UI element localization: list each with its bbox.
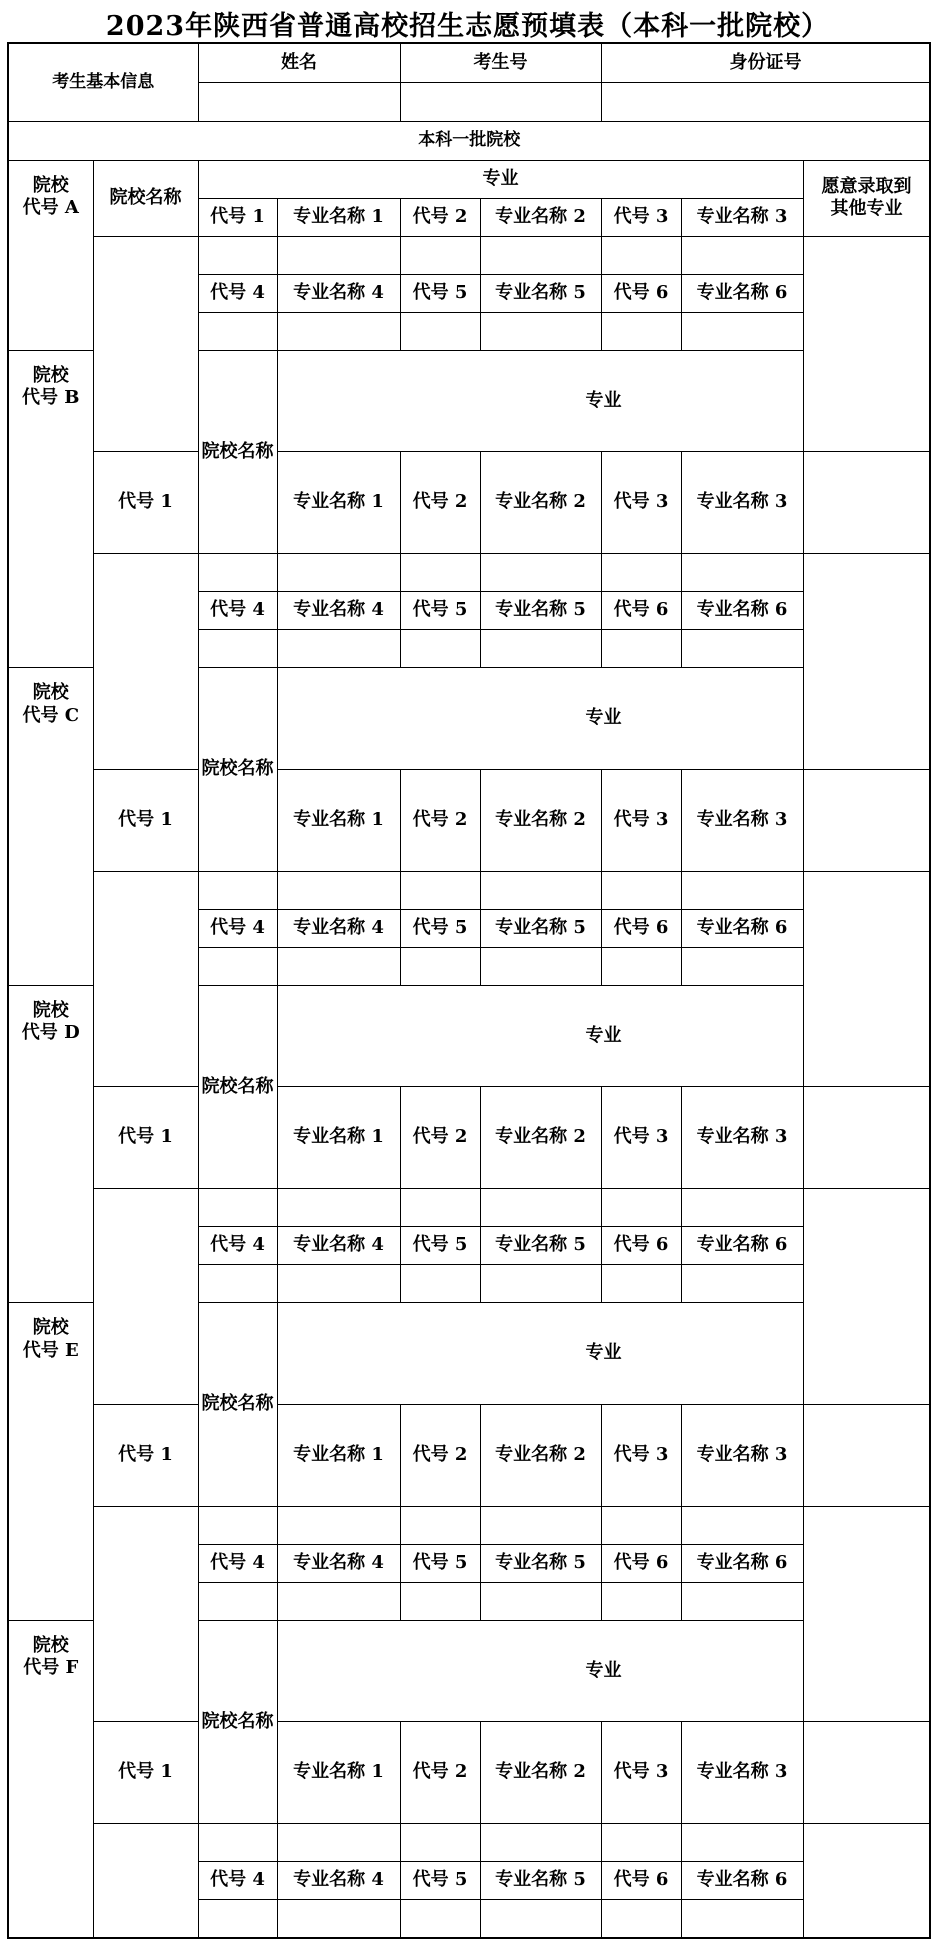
- major-entry-field-f-r2-5[interactable]: [601, 1900, 681, 1938]
- school-name-field-a[interactable]: [93, 236, 198, 452]
- major-name-label-c-5: 专业名称 4: [277, 909, 400, 947]
- major-entry-field-a-r2-3[interactable]: [400, 312, 480, 350]
- major-entry-field-f-r2-2[interactable]: [277, 1900, 400, 1938]
- major-entry-field-a-r2-4[interactable]: [480, 312, 601, 350]
- major-code-label-c-6: 代号 5: [400, 909, 480, 947]
- major-entry-field-e-r1-5[interactable]: [601, 1506, 681, 1544]
- major-entry-field-e-r2-2[interactable]: [277, 1582, 400, 1620]
- major-name-label-c-2: 专业名称 1: [277, 769, 400, 871]
- major-name-label-c-7: 专业名称 5: [480, 909, 601, 947]
- major-entry-field-e-r2-1[interactable]: [198, 1582, 277, 1620]
- school-code-label-line1: 院校: [32, 682, 69, 703]
- major-heading-b: 专业: [277, 350, 930, 452]
- school-code-label-line2: 代号 A: [22, 197, 79, 218]
- school-code-label-line2: 代号 F: [23, 1657, 79, 1678]
- major-code-label-c-8: 代号 6: [601, 909, 681, 947]
- major-entry-field-b-r1-5[interactable]: [601, 554, 681, 592]
- major-code-label-a-8: 代号 6: [601, 274, 681, 312]
- major-code-label-a-1: 代号 1: [198, 198, 277, 236]
- major-name-label-f-2: 专业名称 1: [277, 1722, 400, 1824]
- major-code-label-c-5: 代号 3: [601, 769, 681, 871]
- major-entry-field-b-r2-5[interactable]: [601, 630, 681, 668]
- major-entry-field-c-r1-3[interactable]: [400, 871, 480, 909]
- school-code-label-a: [8, 160, 93, 350]
- major-entry-field-b-r2-1[interactable]: [198, 630, 277, 668]
- major-entry-field-f-r2-4[interactable]: [480, 1900, 601, 1938]
- major-entry-field-b-r2-2[interactable]: [277, 630, 400, 668]
- major-entry-field-d-r2-1[interactable]: [198, 1265, 277, 1303]
- major-code-label-e-4: 代号 4: [198, 1544, 277, 1582]
- major-name-label-a-5: 专业名称 4: [277, 274, 400, 312]
- major-entry-field-c-r2-5[interactable]: [601, 947, 681, 985]
- major-entry-field-a-r2-5[interactable]: [601, 312, 681, 350]
- major-entry-field-f-r1-3[interactable]: [400, 1824, 480, 1862]
- major-name-label-d-6: 专业名称 3: [681, 1087, 803, 1189]
- school-name-label-f: 院校名称: [198, 1620, 277, 1824]
- major-entry-field-b-r1-1[interactable]: [198, 554, 277, 592]
- major-entry-field-c-r1-6[interactable]: [681, 871, 803, 909]
- major-entry-field-a-r1-3[interactable]: [400, 236, 480, 274]
- major-heading-a: 专业: [198, 160, 803, 198]
- major-entry-field-b-r2-6[interactable]: [681, 630, 803, 668]
- major-entry-field-d-r2-4[interactable]: [480, 1265, 601, 1303]
- name-field[interactable]: [198, 82, 400, 121]
- school-code-label-d: [8, 985, 93, 1303]
- school-code-label-line2: 代号 C: [22, 704, 80, 726]
- major-name-label-b-2: 专业名称 1: [277, 452, 400, 554]
- application-form-table: [7, 42, 931, 1939]
- major-entry-field-d-r1-5[interactable]: [601, 1189, 681, 1227]
- major-entry-field-d-r1-3[interactable]: [400, 1189, 480, 1227]
- willing-other-major-label-a: [803, 160, 930, 236]
- major-entry-field-a-r2-2[interactable]: [277, 312, 400, 350]
- major-name-label-f-6: 专业名称 3: [681, 1722, 803, 1824]
- major-name-label-e-2: 专业名称 1: [277, 1404, 400, 1506]
- willing-other-major-field-f[interactable]: [803, 1824, 930, 1938]
- major-code-label-f-6: 代号 5: [400, 1862, 480, 1900]
- school-name-label-d: 院校名称: [198, 985, 277, 1189]
- major-name-label-e-6: 专业名称 3: [681, 1404, 803, 1506]
- major-name-label-c-9: 专业名称 6: [681, 909, 803, 947]
- major-code-label-b-3: 代号 2: [400, 452, 480, 554]
- major-entry-field-e-r1-6[interactable]: [681, 1506, 803, 1544]
- school-code-label-f: [8, 1620, 93, 1938]
- major-name-label-e-5: 专业名称 4: [277, 1544, 400, 1582]
- major-entry-field-e-r2-6[interactable]: [681, 1582, 803, 1620]
- willing-line2: 其他专业: [830, 198, 903, 219]
- willing-line1: 愿意录取到: [821, 175, 912, 197]
- major-entry-field-d-r1-1[interactable]: [198, 1189, 277, 1227]
- major-entry-field-c-r2-4[interactable]: [480, 947, 601, 985]
- school-name-label-e: 院校名称: [198, 1303, 277, 1507]
- major-code-label-b-8: 代号 6: [601, 592, 681, 630]
- id-number-field[interactable]: [601, 82, 930, 121]
- major-code-label-e-1: 代号 1: [93, 1404, 198, 1506]
- major-entry-field-d-r2-5[interactable]: [601, 1265, 681, 1303]
- school-code-label-line2: 代号 D: [21, 1022, 80, 1043]
- major-entry-field-f-r1-4[interactable]: [480, 1824, 601, 1862]
- major-name-label-f-9: 专业名称 6: [681, 1862, 803, 1900]
- major-entry-field-f-r2-1[interactable]: [198, 1900, 277, 1938]
- major-code-label-b-1: 代号 1: [93, 452, 198, 554]
- major-name-label-d-5: 专业名称 4: [277, 1227, 400, 1265]
- major-entry-field-b-r1-4[interactable]: [480, 554, 601, 592]
- major-name-label-c-4: 专业名称 2: [480, 769, 601, 871]
- major-entry-field-a-r1-5[interactable]: [601, 236, 681, 274]
- id-number-label: 身份证号: [601, 43, 930, 82]
- major-code-label-d-4: 代号 4: [198, 1227, 277, 1265]
- major-name-label-d-7: 专业名称 5: [480, 1227, 601, 1265]
- major-name-label-b-7: 专业名称 5: [480, 592, 601, 630]
- batch-heading: 本科一批院校: [8, 121, 930, 160]
- major-entry-field-e-r1-4[interactable]: [480, 1506, 601, 1544]
- school-code-label-line2: 代号 B: [22, 387, 80, 408]
- major-entry-field-c-r1-2[interactable]: [277, 871, 400, 909]
- school-name-label-c: 院校名称: [198, 668, 277, 872]
- major-entry-field-f-r1-1[interactable]: [198, 1824, 277, 1862]
- major-entry-field-d-r1-4[interactable]: [480, 1189, 601, 1227]
- form-wrapper: [7, 42, 931, 1939]
- major-entry-field-c-r1-5[interactable]: [601, 871, 681, 909]
- major-entry-field-b-r2-4[interactable]: [480, 630, 601, 668]
- major-name-label-b-9: 专业名称 6: [681, 592, 803, 630]
- major-entry-field-f-r1-5[interactable]: [601, 1824, 681, 1862]
- major-entry-field-c-r1-4[interactable]: [480, 871, 601, 909]
- major-entry-field-e-r1-3[interactable]: [400, 1506, 480, 1544]
- major-name-label-f-5: 专业名称 4: [277, 1862, 400, 1900]
- major-code-label-d-1: 代号 1: [93, 1087, 198, 1189]
- major-entry-field-c-r1-1[interactable]: [198, 871, 277, 909]
- major-entry-field-a-r2-6[interactable]: [681, 312, 803, 350]
- major-entry-field-f-r1-2[interactable]: [277, 1824, 400, 1862]
- page-title: 2023年陕西省普通高校招生志愿预填表（本科一批院校）: [105, 11, 830, 42]
- major-code-label-a-6: 代号 5: [400, 274, 480, 312]
- major-entry-field-c-r2-3[interactable]: [400, 947, 480, 985]
- exam-no-field[interactable]: [400, 82, 601, 121]
- school-name-label-a: 院校名称: [93, 160, 198, 236]
- major-name-label-e-9: 专业名称 6: [681, 1544, 803, 1582]
- basic-info-label: 考生基本信息: [8, 43, 198, 121]
- major-entry-field-c-r2-2[interactable]: [277, 947, 400, 985]
- major-entry-field-d-r2-6[interactable]: [681, 1265, 803, 1303]
- major-name-label-a-6: 专业名称 3: [681, 198, 803, 236]
- major-entry-field-e-r2-5[interactable]: [601, 1582, 681, 1620]
- school-code-label-c: [8, 668, 93, 986]
- major-code-label-f-1: 代号 1: [93, 1722, 198, 1824]
- school-code-label-line1: 院校: [32, 1634, 69, 1656]
- school-code-label-line1: 院校: [32, 174, 69, 196]
- major-entry-field-b-r1-6[interactable]: [681, 554, 803, 592]
- major-code-label-b-6: 代号 5: [400, 592, 480, 630]
- major-entry-field-a-r1-6[interactable]: [681, 236, 803, 274]
- major-code-label-d-6: 代号 5: [400, 1227, 480, 1265]
- major-entry-field-b-r1-3[interactable]: [400, 554, 480, 592]
- school-code-label-b: [8, 350, 93, 668]
- major-entry-field-e-r1-1[interactable]: [198, 1506, 277, 1544]
- major-code-label-d-8: 代号 6: [601, 1227, 681, 1265]
- major-entry-field-d-r2-2[interactable]: [277, 1265, 400, 1303]
- major-heading-d: 专业: [277, 985, 930, 1087]
- major-entry-field-a-r2-1[interactable]: [198, 312, 277, 350]
- major-name-label-c-6: 专业名称 3: [681, 769, 803, 871]
- school-name-field-c[interactable]: [93, 871, 198, 1087]
- major-name-label-f-7: 专业名称 5: [480, 1862, 601, 1900]
- exam-no-label: 考生号: [400, 43, 601, 82]
- major-heading-f: 专业: [277, 1620, 930, 1722]
- major-code-label-d-3: 代号 2: [400, 1087, 480, 1189]
- major-entry-field-b-r2-3[interactable]: [400, 630, 480, 668]
- school-code-label-line2: 代号 E: [22, 1339, 79, 1361]
- school-code-label-line1: 院校: [32, 364, 69, 386]
- major-code-label-b-4: 代号 4: [198, 592, 277, 630]
- major-heading-c: 专业: [277, 668, 930, 770]
- major-name-label-e-4: 专业名称 2: [480, 1404, 601, 1506]
- major-entry-field-d-r1-6[interactable]: [681, 1189, 803, 1227]
- major-code-label-d-5: 代号 3: [601, 1087, 681, 1189]
- major-code-label-e-5: 代号 3: [601, 1404, 681, 1506]
- school-name-field-f[interactable]: [93, 1824, 198, 1938]
- major-name-label-e-7: 专业名称 5: [480, 1544, 601, 1582]
- major-entry-field-d-r1-2[interactable]: [277, 1189, 400, 1227]
- school-code-label-e: [8, 1303, 93, 1621]
- major-name-label-a-4: 专业名称 2: [480, 198, 601, 236]
- major-entry-field-f-r1-6[interactable]: [681, 1824, 803, 1862]
- major-entry-field-a-r1-2[interactable]: [277, 236, 400, 274]
- major-code-label-f-8: 代号 6: [601, 1862, 681, 1900]
- school-name-field-e[interactable]: [93, 1506, 198, 1722]
- major-code-label-b-5: 代号 3: [601, 452, 681, 554]
- major-entry-field-a-r1-1[interactable]: [198, 236, 277, 274]
- major-code-label-c-1: 代号 1: [93, 769, 198, 871]
- major-code-label-f-4: 代号 4: [198, 1862, 277, 1900]
- school-name-field-d[interactable]: [93, 1189, 198, 1405]
- major-entry-field-f-r2-6[interactable]: [681, 1900, 803, 1938]
- major-code-label-e-8: 代号 6: [601, 1544, 681, 1582]
- major-code-label-f-5: 代号 3: [601, 1722, 681, 1824]
- major-entry-field-d-r2-3[interactable]: [400, 1265, 480, 1303]
- major-code-label-e-3: 代号 2: [400, 1404, 480, 1506]
- major-name-label-b-6: 专业名称 3: [681, 452, 803, 554]
- major-heading-e: 专业: [277, 1303, 930, 1405]
- major-code-label-a-3: 代号 2: [400, 198, 480, 236]
- major-name-label-d-9: 专业名称 6: [681, 1227, 803, 1265]
- major-entry-field-e-r1-2[interactable]: [277, 1506, 400, 1544]
- major-entry-field-e-r2-4[interactable]: [480, 1582, 601, 1620]
- major-entry-field-e-r2-3[interactable]: [400, 1582, 480, 1620]
- major-entry-field-c-r2-6[interactable]: [681, 947, 803, 985]
- major-name-label-a-7: 专业名称 5: [480, 274, 601, 312]
- major-entry-field-b-r1-2[interactable]: [277, 554, 400, 592]
- major-entry-field-c-r2-1[interactable]: [198, 947, 277, 985]
- major-code-label-a-4: 代号 4: [198, 274, 277, 312]
- major-code-label-c-3: 代号 2: [400, 769, 480, 871]
- major-code-label-f-3: 代号 2: [400, 1722, 480, 1824]
- major-name-label-b-5: 专业名称 4: [277, 592, 400, 630]
- major-name-label-a-9: 专业名称 6: [681, 274, 803, 312]
- school-code-label-line1: 院校: [32, 1317, 69, 1338]
- major-name-label-a-2: 专业名称 1: [277, 198, 400, 236]
- name-label: 姓名: [198, 43, 400, 82]
- major-name-label-f-4: 专业名称 2: [480, 1722, 601, 1824]
- major-code-label-c-4: 代号 4: [198, 909, 277, 947]
- major-code-label-e-6: 代号 5: [400, 1544, 480, 1582]
- school-code-label-line1: 院校: [32, 999, 69, 1021]
- school-name-label-b: 院校名称: [198, 350, 277, 554]
- major-name-label-b-4: 专业名称 2: [480, 452, 601, 554]
- major-entry-field-a-r1-4[interactable]: [480, 236, 601, 274]
- major-entry-field-f-r2-3[interactable]: [400, 1900, 480, 1938]
- major-code-label-a-5: 代号 3: [601, 198, 681, 236]
- school-name-field-b[interactable]: [93, 554, 198, 770]
- major-name-label-d-2: 专业名称 1: [277, 1087, 400, 1189]
- major-name-label-d-4: 专业名称 2: [480, 1087, 601, 1189]
